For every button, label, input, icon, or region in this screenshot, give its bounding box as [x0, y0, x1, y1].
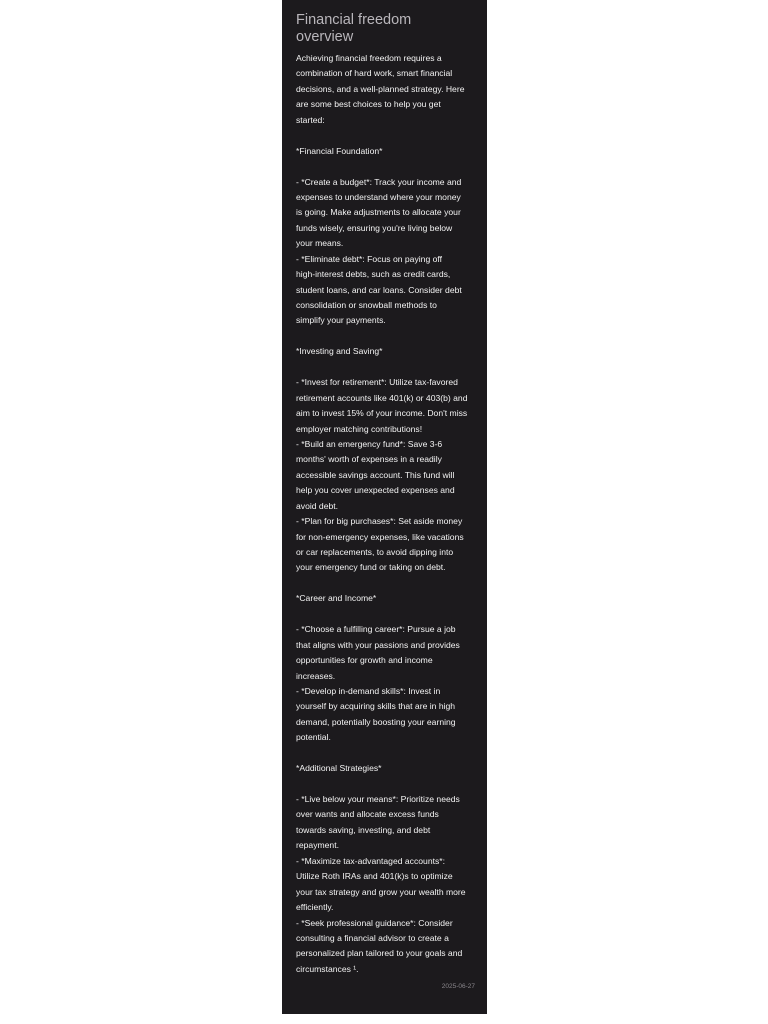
section-line: months' worth of expenses in a readily [296, 454, 442, 465]
section-line: towards saving, investing, and debt [296, 824, 431, 835]
section-line: - *Seek professional guidance*: Consider [296, 917, 453, 928]
section-line: accessible savings account. This fund will [296, 469, 455, 480]
section-line: - *Develop in-demand skills*: Invest in [296, 685, 441, 696]
section-line: high-interest debts, such as credit cards, [296, 269, 451, 280]
section-line: for non-emergency expenses, like vacations [296, 531, 464, 542]
section-line: - *Invest for retirement*: Utilize tax-favored [296, 377, 458, 388]
section-line: repayment. [296, 840, 339, 851]
intro-line: Achieving financial freedom requires a [296, 53, 442, 63]
page-title [296, 12, 477, 46]
section-line: - *Choose a fulfilling career*: Pursue a job [296, 624, 456, 635]
title-line: overview [296, 29, 354, 45]
note-panel [282, 0, 487, 1014]
section-line: - *Eliminate debt*: Focus on paying off [296, 253, 443, 264]
section-line: consolidation or snowball methods to [296, 300, 437, 310]
section-line: circumstances ¹. [296, 963, 359, 974]
section-line: aim to invest 15% of your income. Don't miss [296, 408, 468, 419]
intro-line: combination of hard work, smart financial [296, 68, 453, 79]
section-line: employer matching contributions! [296, 423, 423, 434]
section-line: expenses to understand where your money [296, 191, 461, 202]
section-line: your means. [296, 238, 344, 249]
section-heading: *Financial Foundation* [296, 145, 383, 156]
section-line: simplify your payments. [296, 315, 386, 326]
section-line: that aligns with your passions and provides [296, 639, 460, 650]
section-line: funds wisely, ensuring you're living below [296, 222, 453, 233]
section-line: yourself by acquiring skills that are in high [296, 701, 456, 712]
section-line: or car replacements, to avoid dipping into [296, 547, 454, 557]
section-line: avoid debt. [296, 500, 339, 511]
note-body [296, 51, 477, 977]
section-line: is going. Make adjustments to allocate your [296, 207, 461, 218]
section-line: demand, potentially boosting your earning [296, 716, 456, 727]
section-line: - *Live below your means*: Prioritize needs [296, 794, 460, 804]
section-line: - *Maximize tax-advantaged accounts*: [296, 855, 446, 866]
section-line: potential. [296, 732, 331, 743]
section-line: student loans, and car loans. Consider debt [296, 284, 462, 295]
intro-line: decisions, and a well-planned strategy. Here [296, 83, 465, 94]
section-line: over wants and allocate excess funds [296, 809, 439, 820]
section-line: your emergency fund or taking on debt. [296, 562, 446, 573]
section-line: retirement accounts like 401(k) or 403(b) and [296, 392, 468, 403]
section-line: personalized plan tailored to your goals and [296, 948, 463, 959]
section-line: consulting a financial advisor to create a [296, 932, 449, 943]
section-heading: *Career and Income* [296, 593, 377, 604]
section-line: - *Create a budget*: Track your income and [296, 176, 462, 187]
section-line: Utilize Roth IRAs and 401(k)s to optimize [296, 871, 453, 882]
section-line: - *Plan for big purchases*: Set aside money [296, 516, 463, 527]
intro-line: started: [296, 114, 325, 125]
section-heading: *Investing and Saving* [296, 346, 383, 357]
section-line: help you cover unexpected expenses and [296, 485, 455, 496]
section-line: efficiently. [296, 902, 334, 913]
section-line: your tax strategy and grow your wealth more [296, 886, 466, 897]
section-line: opportunities for growth and income [296, 655, 433, 666]
note-date: 2025-06-27 [441, 983, 475, 990]
section-line: increases. [296, 670, 336, 681]
section-line: - *Build an emergency fund*: Save 3-6 [296, 438, 443, 449]
title-line: Financial freedom [296, 12, 412, 28]
section-heading: *Additional Strategies* [296, 763, 382, 774]
intro-line: are some best choices to help you get [296, 99, 441, 110]
